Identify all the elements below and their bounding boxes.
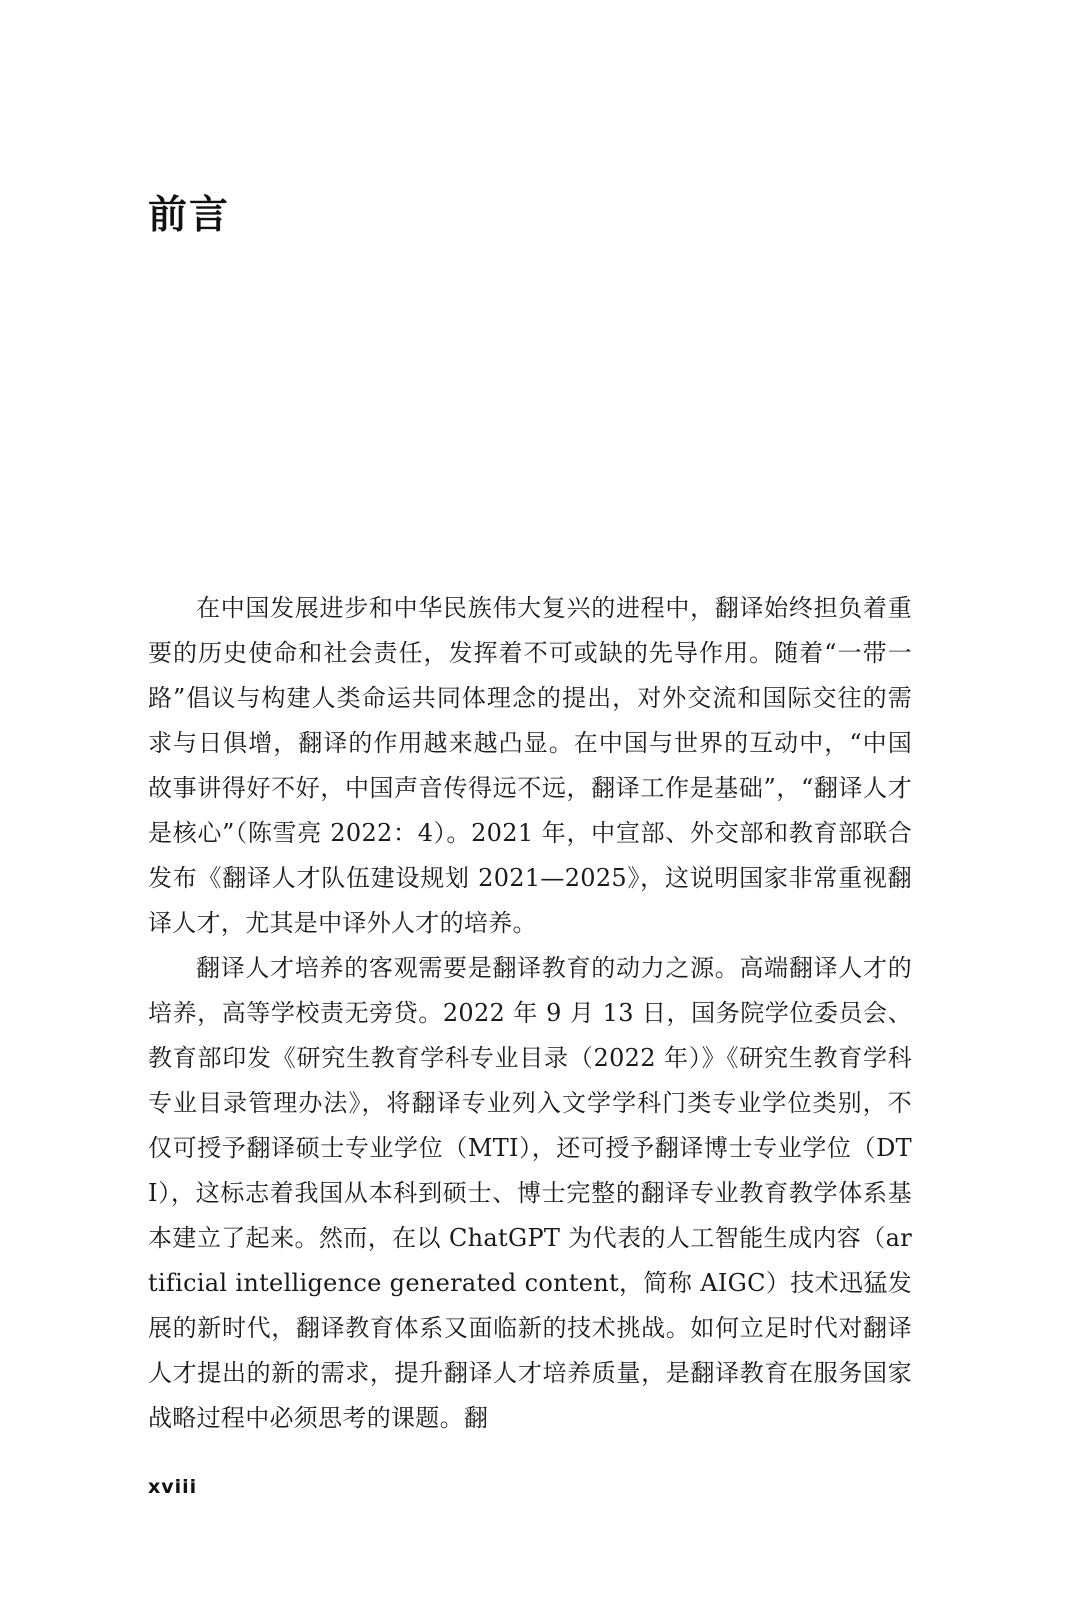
page-number: xviii [148,1476,198,1498]
body-text [148,586,912,1441]
paragraph-2: 翻译人才培养的客观需要是翻译教育的动力之源。高端翻译人才的培养，高等学校责无旁贷。2022 年 9 月 13 日，国务院学位委员会、教育部印发《研究生教育学科专业目录（2022 年）》《研究生教育学科专业目录管理办法》，将翻译专业列入文学学科门类专业学位类别，不仅可授予翻译硕士专业学位（MTI），还可授予翻译博士专业学位（DTI），这标志着我国从本科到硕士、博士完整的翻译专业教育教学体系基本建立了起来。然而，在以 ChatGPT 为代表的人工智能生成内容（artificial intelligence generated content，简称 AIGC）技术迅猛发展的新时代，翻译教育体系又面临新的技术挑战。如何立足时代对翻译人才提出的新的需求，提升翻译人才培养质量，是翻译教育在服务国家战略过程中必须思考的课题。翻 [148,954,912,1432]
paragraph-1: 在中国发展进步和中华民族伟大复兴的进程中，翻译始终担负着重要的历史使命和社会责任，发挥着不可或缺的先导作用。随着“一带一路”倡议与构建人类命运共同体理念的提出，对外交流和国际交往的需求与日俱增，翻译的作用越来越凸显。在中国与世界的互动中，“中国故事讲得好不好，中国声音传得远不远，翻译工作是基础”，“翻译人才是核心”（陈雪亮 2022：4）。2021 年，中宣部、外交部和教育部联合发布《翻译人才队伍建设规划 2021—2025》，这说明国家非常重视翻译人才，尤其是中译外人才的培养。 [148,594,912,937]
chapter-title: 前言 [148,193,231,238]
